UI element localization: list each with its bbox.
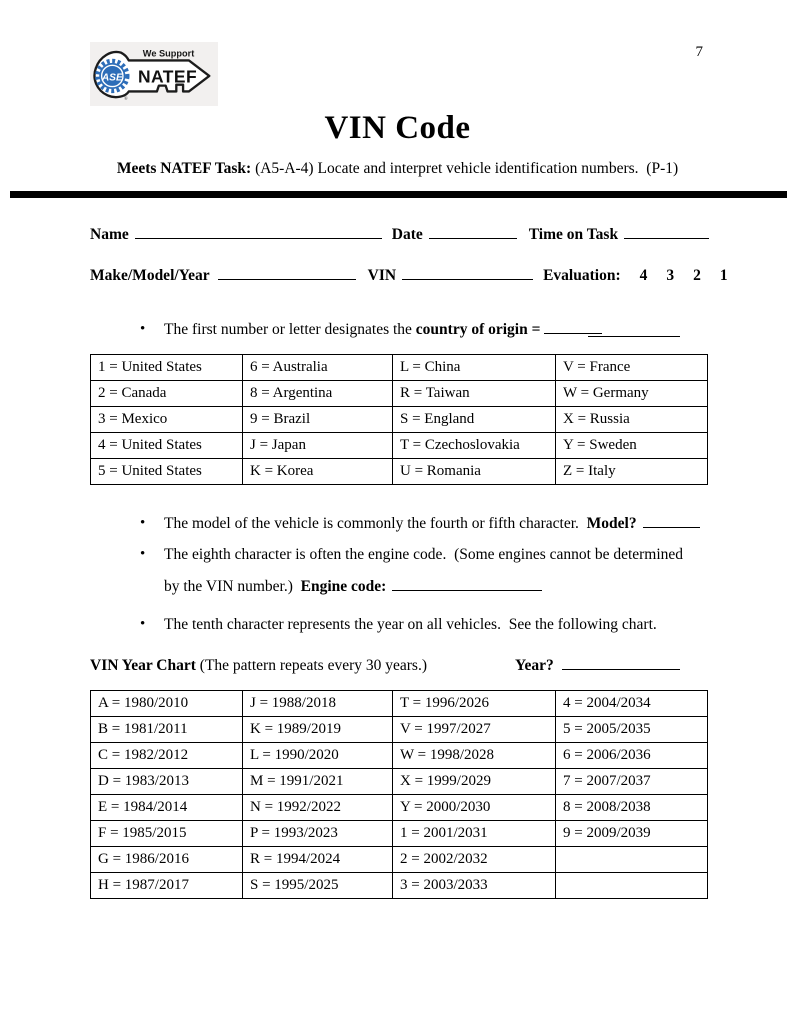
table-cell: X = 1999/2029 <box>393 769 556 795</box>
model-bold: Model? <box>586 515 637 532</box>
time-on-task-label: Time on Task <box>528 226 619 243</box>
table-cell: D = 1983/2013 <box>91 769 243 795</box>
table-cell: 1 = 2001/2031 <box>393 821 556 847</box>
table-cell: 1 = United States <box>91 355 243 381</box>
name-line <box>90 226 705 244</box>
table-cell: 2 = 2002/2032 <box>393 847 556 873</box>
table-cell: 6 = Australia <box>243 355 393 381</box>
logo-tagline: We Support <box>142 48 195 59</box>
table-cell: X = Russia <box>556 407 708 433</box>
table-cell: K = Korea <box>243 459 393 485</box>
date-label: Date <box>391 226 423 243</box>
year-code-table <box>90 690 708 899</box>
table-cell: 4 = 2004/2034 <box>556 691 708 717</box>
table-cell: B = 1981/2011 <box>91 717 243 743</box>
engine-line2-text: by the VIN number.) <box>164 578 301 595</box>
table-row <box>91 407 708 433</box>
bullet-item-origin <box>90 321 705 339</box>
model-text: The model of the vehicle is commonly the fourth or fifth character. <box>164 515 587 532</box>
make-model-year-label: Make/Model/Year <box>90 267 210 284</box>
table-row <box>91 459 708 485</box>
table-cell: Y = 2000/2030 <box>393 795 556 821</box>
natef-logo <box>88 42 220 106</box>
task-label: Meets NATEF Task: <box>116 160 252 177</box>
table-cell: V = 1997/2027 <box>393 717 556 743</box>
table-cell: 6 = 2006/2036 <box>556 743 708 769</box>
country-code-table <box>90 354 708 485</box>
page-number: 7 <box>695 44 703 60</box>
table-row <box>91 795 708 821</box>
year-chart-heading <box>90 657 705 675</box>
evaluation-score: 4 <box>639 267 648 284</box>
bullet-item-model <box>90 515 705 533</box>
bullet-text <box>164 321 705 339</box>
table-cell: J = Japan <box>243 433 393 459</box>
table-cell: 8 = Argentina <box>243 381 393 407</box>
table-cell: S = 1995/2025 <box>243 873 393 899</box>
table-row <box>91 355 708 381</box>
name-label: Name <box>90 226 129 243</box>
table-cell: J = 1988/2018 <box>243 691 393 717</box>
table-row <box>91 717 708 743</box>
table-cell: 3 = 2003/2033 <box>393 873 556 899</box>
table-row <box>91 873 708 899</box>
table-row <box>91 821 708 847</box>
logo-name: NATEF <box>137 66 198 87</box>
vin-label: VIN <box>367 267 397 284</box>
table-row <box>91 381 708 407</box>
table-cell: N = 1992/2022 <box>243 795 393 821</box>
table-cell <box>556 873 708 899</box>
evaluation-label: Evaluation: <box>543 267 621 284</box>
name-blank <box>135 226 382 239</box>
table-cell: R = Taiwan <box>393 381 556 407</box>
tenth-text: The tenth character represents the year on all vehicles. See the following chart. <box>164 616 657 633</box>
table-cell: W = Germany <box>556 381 708 407</box>
ase-gear-label: ASE <box>101 72 123 84</box>
bullet-icon: • <box>140 321 146 337</box>
origin-bold: country of origin <box>415 321 528 338</box>
engine-line1: The eighth character is often the engine code. (Some engines cannot be determined <box>164 546 684 563</box>
table-cell: Y = Sweden <box>556 433 708 459</box>
table-cell: 5 = United States <box>91 459 243 485</box>
table-cell: G = 1986/2016 <box>91 847 243 873</box>
table-cell: 2 = Canada <box>91 381 243 407</box>
table-cell: H = 1987/2017 <box>91 873 243 899</box>
table-row <box>91 433 708 459</box>
table-row <box>91 691 708 717</box>
natef-key-logo <box>88 42 220 106</box>
table-cell: 9 = Brazil <box>243 407 393 433</box>
table-cell: V = France <box>556 355 708 381</box>
model-blank <box>643 515 700 528</box>
make-model-line <box>90 267 728 285</box>
table-cell: L = China <box>393 355 556 381</box>
table-row <box>91 847 708 873</box>
engine-bold: Engine code: <box>300 578 387 595</box>
table-cell: 9 = 2009/2039 <box>556 821 708 847</box>
divider-rule <box>10 191 787 198</box>
task-line <box>90 160 705 178</box>
table-cell: P = 1993/2023 <box>243 821 393 847</box>
table-cell: A = 1980/2010 <box>91 691 243 717</box>
engine-code-blank <box>392 578 542 591</box>
table-cell: 5 = 2005/2035 <box>556 717 708 743</box>
table-cell: E = 1984/2014 <box>91 795 243 821</box>
table-cell: F = 1985/2015 <box>91 821 243 847</box>
registered-mark: ® <box>124 97 128 103</box>
bullet-text <box>164 515 705 533</box>
origin-text: The first number or letter designates the <box>164 321 416 338</box>
table-cell: W = 1998/2028 <box>393 743 556 769</box>
year-label: Year? <box>515 657 554 674</box>
table-row <box>91 743 708 769</box>
vin-blank <box>402 267 533 280</box>
page-content <box>0 110 791 899</box>
year-blank <box>562 657 680 670</box>
origin-blank-2 <box>588 324 680 337</box>
table-cell: T = 1996/2026 <box>393 691 556 717</box>
bullet-item-engine <box>90 546 705 564</box>
bullet-icon: • <box>140 546 146 562</box>
time-on-task-blank <box>624 226 709 239</box>
year-chart-title: VIN Year Chart <box>90 657 196 674</box>
table-cell: 3 = Mexico <box>91 407 243 433</box>
page-title: VIN Code <box>324 110 471 146</box>
bullet-icon: • <box>140 616 146 632</box>
make-model-year-blank <box>218 267 356 280</box>
evaluation-score: 3 <box>666 267 675 284</box>
table-cell: 4 = United States <box>91 433 243 459</box>
table-cell: 7 = 2007/2037 <box>556 769 708 795</box>
task-text: (A5-A-4) Locate and interpret vehicle identification numbers. (P-1) <box>251 160 679 177</box>
bullet-icon: • <box>140 515 146 531</box>
table-cell: U = Romania <box>393 459 556 485</box>
table-cell: C = 1982/2012 <box>91 743 243 769</box>
date-blank <box>429 226 517 239</box>
table-cell: S = England <box>393 407 556 433</box>
table-cell: T = Czechoslovakia <box>393 433 556 459</box>
year-chart-subtitle: (The pattern repeats every 30 years.) <box>195 657 427 674</box>
table-cell: Z = Italy <box>556 459 708 485</box>
table-cell: R = 1994/2024 <box>243 847 393 873</box>
table-cell: 8 = 2008/2038 <box>556 795 708 821</box>
evaluation-score: 2 <box>693 267 701 284</box>
table-cell: M = 1991/2021 <box>243 769 393 795</box>
table-row <box>91 769 708 795</box>
engine-line2 <box>90 578 705 596</box>
evaluation-score: 1 <box>719 267 728 284</box>
table-cell <box>556 847 708 873</box>
table-cell: L = 1990/2020 <box>243 743 393 769</box>
table-cell: K = 1989/2019 <box>243 717 393 743</box>
origin-equals: = <box>527 321 541 338</box>
bullet-item-tenth <box>90 616 705 634</box>
